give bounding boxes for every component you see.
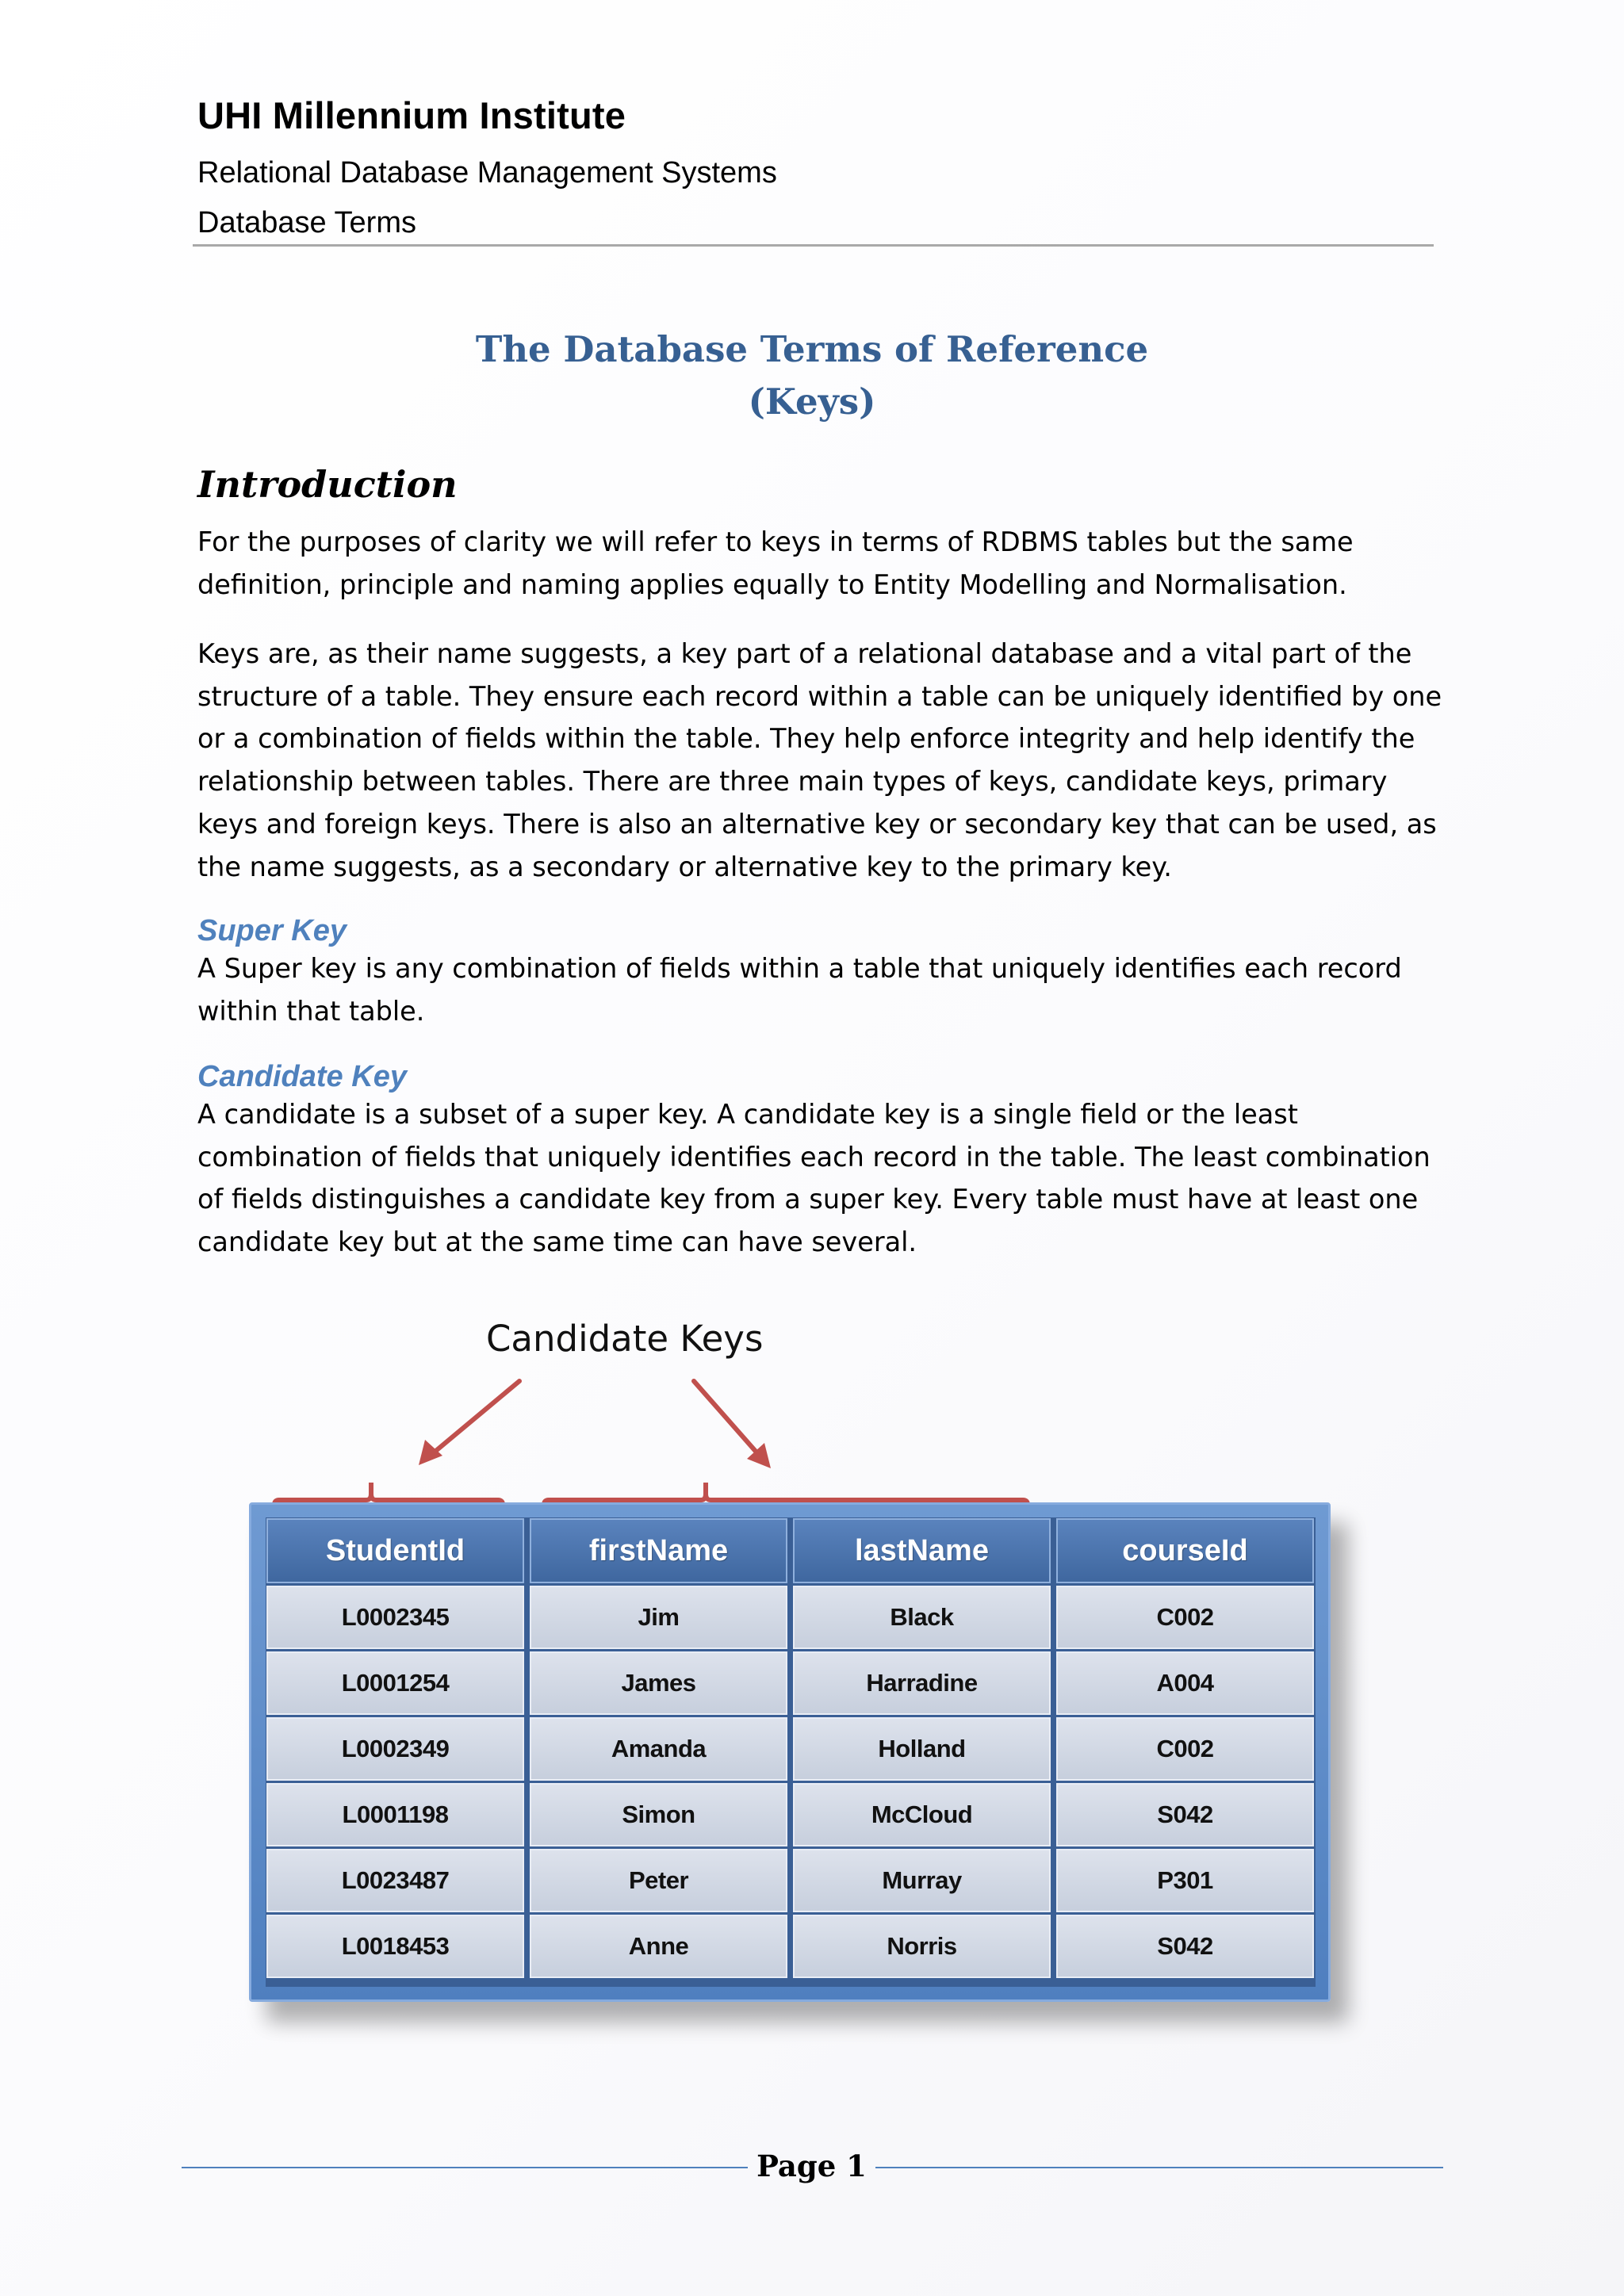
introduction-paragraph-1: For the purposes of clarity we will refer to keys in terms of RDBMS tables but the same definition, principle and naming applies equally to Entity Modelling and Normalisation. [197,526,1354,600]
table-cell: A004 [1056,1651,1314,1715]
table-cell: Peter [530,1849,787,1912]
document-subtitle: (Keys) [748,381,876,423]
table-cell: James [530,1651,787,1715]
header-course: Relational Database Management Systems [197,156,777,189]
table-cell: L0002345 [266,1586,524,1649]
arrow-left-icon [419,1381,519,1465]
table-cell: L0023487 [266,1849,524,1912]
page-number: Page 1 [756,2149,867,2183]
figure-title: Candidate Keys [486,1318,764,1360]
table-cell: L0018453 [266,1915,524,1978]
table-cell: Murray [793,1849,1051,1912]
table-cell: Black [793,1586,1051,1649]
table-cell: L0001254 [266,1651,524,1715]
introduction-heading: Introduction [197,463,458,506]
table-header-cell: firstName [530,1518,787,1583]
table-cell: S042 [1056,1783,1314,1846]
table-cell: L0001198 [266,1783,524,1846]
introduction-paragraph-2: Keys are, as their name suggests, a key part of a relational database and a vital part of the structure of a table. They ensure each record within a table can be uniquely identified by one or a combination of fields within the table. They help enforce integrity and help identify the relationship between tables. There are three main types of keys, candidate keys, primary keys and foreign keys. There is also an alternative key or secondary key that can be used, as the name suggests, as a secondary or alternative key to the primary key. [197,638,1442,882]
table-header-cell: courseId [1056,1518,1314,1583]
table-cell: Simon [530,1783,787,1846]
table-cell: C002 [1056,1586,1314,1649]
table-cell: Jim [530,1586,787,1649]
super-key-paragraph: A Super key is any combination of fields within a table that uniquely identifies each record within that table. [197,953,1402,1027]
table-cell: Holland [793,1717,1051,1781]
candidate-key-heading: Candidate Key [197,1060,407,1093]
header-topic: Database Terms [197,206,416,239]
table-cell: Norris [793,1915,1051,1978]
student-table [266,1517,1316,1987]
super-key-heading: Super Key [197,914,347,947]
footer-rule-right [875,2167,1443,2168]
table-cell: Anne [530,1915,787,1978]
header-institution: UHI Millennium Institute [197,94,626,136]
table-cell: P301 [1056,1849,1314,1912]
header-divider [193,244,1434,247]
document-title: The Database Terms of Reference [475,328,1149,370]
table-cell: S042 [1056,1915,1314,1978]
arrow-right-icon [694,1381,771,1468]
table-cell: C002 [1056,1717,1314,1781]
table-cell: McCloud [793,1783,1051,1846]
student-table-frame [249,1502,1331,2002]
table-cell: Amanda [530,1717,787,1781]
footer-rule-left [182,2167,748,2168]
table-header-cell: StudentId [266,1518,524,1583]
table-cell: L0002349 [266,1717,524,1781]
table-header-cell: lastName [793,1518,1051,1583]
table-cell: Harradine [793,1651,1051,1715]
candidate-key-paragraph: A candidate is a subset of a super key. A candidate key is a single field or the least combination of fields that uniquely identifies each record in the table. The least combination of fields distinguishes a candidate key from a super key. Every table must have at least one candidate key but at the same time can have several. [197,1099,1431,1258]
